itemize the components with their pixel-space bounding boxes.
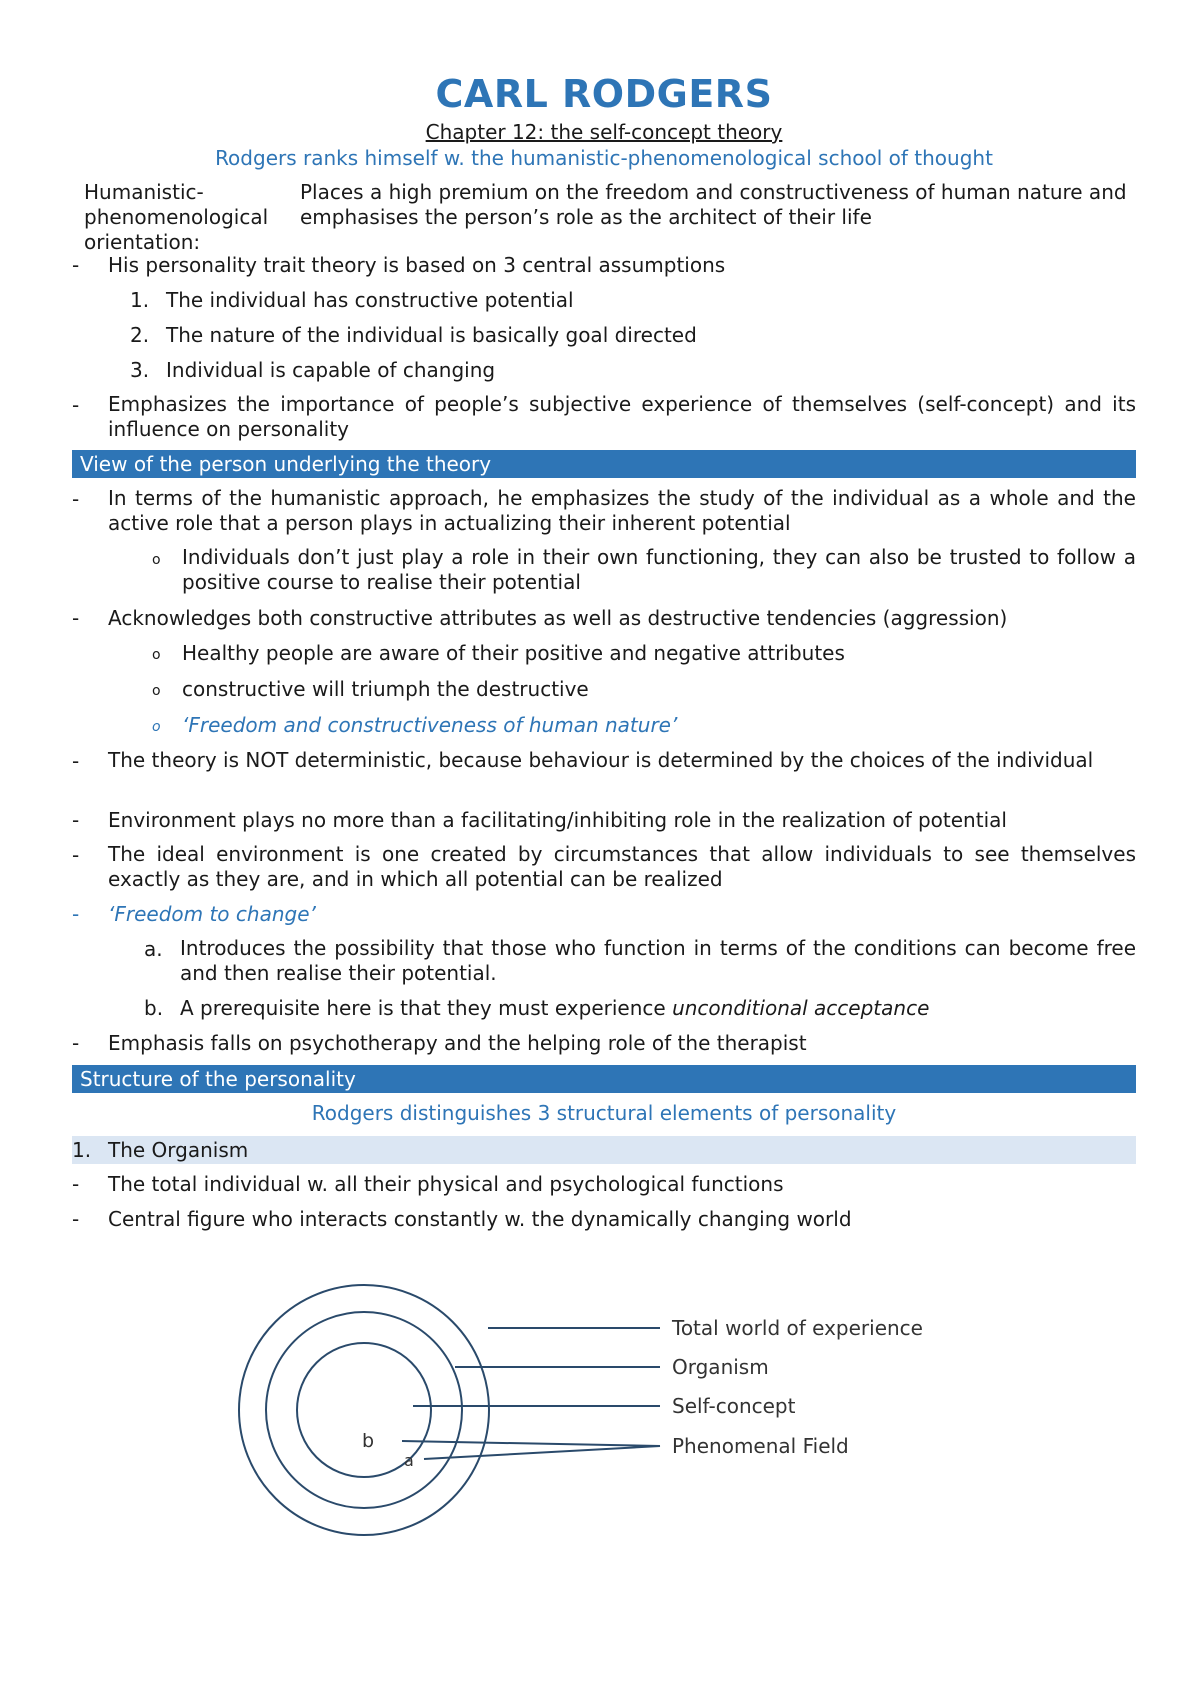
bullet-dash: - [72,749,80,773]
bullet-text: The total individual w. all their physical and psychological functions [108,1172,784,1196]
section-heading-text: View of the person underlying the theory [80,452,492,476]
bullet-text: Emphasizes the importance of people’s subjective experience of themselves (self-concept) and its influence on personality [108,392,1136,441]
diagram-label-phenomenal-field: Phenomenal Field [672,1434,849,1458]
sub-bullet-text: constructive will triumph the destructive [182,677,589,701]
list-text-italic: unconditional acceptance [672,996,930,1020]
section-intro: Rodgers distinguishes 3 structural elements of personality [311,1101,897,1125]
chapter-subtitle: Chapter 12: the self-concept theory [425,120,783,144]
list-letter: b. [144,996,164,1020]
bullet-text: In terms of the humanistic approach, he emphasizes the study of the individual as a whole and the active role that a person plays in actualizing their inherent potential [108,486,1136,535]
subsection-number: 1. [72,1138,92,1162]
diagram-label-self-concept: Self-concept [672,1394,796,1418]
list-text: Introduces the possibility that those who function in terms of the conditions can become free and then realise their potential. [180,936,1136,985]
middle-circle [266,1312,462,1508]
diagram-label-organism: Organism [672,1355,769,1379]
page-title: CARL RODGERS [435,72,773,116]
diagram-label-total: Total world of experience [672,1316,923,1340]
list-text: The individual has constructive potential [166,288,574,312]
list-number: 3. [130,358,150,382]
circle-bullet: o [152,719,161,735]
bullet-dash: - [72,1207,80,1231]
outer-circle [239,1285,489,1535]
bullet-dash: - [72,902,80,926]
bullet-text: The ideal environment is one created by circumstances that allow individuals to see themselves exactly as they are, and in which all potential can be realized [108,842,1136,891]
tagline: Rodgers ranks himself w. the humanistic-phenomenological school of thought [215,146,993,170]
bullet-text: Acknowledges both constructive attributes as well as destructive tendencies (aggression) [108,606,1008,630]
bullet-text: The theory is NOT deterministic, because behaviour is determined by the choices of the individual [108,748,1094,772]
bullet-text: ‘Freedom to change’ [108,902,316,926]
bullet-text: Central figure who interacts constantly w. the dynamically changing world [108,1207,852,1231]
subsection-title: The Organism [108,1138,249,1162]
sub-bullet-text: Healthy people are aware of their positive and negative attributes [182,641,845,665]
list-letter: a. [144,937,163,961]
list-text: The nature of the individual is basically goal directed [166,323,697,347]
diagram-point-b: b [362,1430,375,1452]
circle-bullet: o [152,683,161,699]
bullet-dash: - [72,1031,80,1055]
circle-bullet: o [152,552,161,568]
bullet-text: Environment plays no more than a facilitating/inhibiting role in the realization of potential [108,808,1007,832]
bullet-dash: - [72,606,80,630]
bullet-dash: - [72,253,80,277]
section-heading-text: Structure of the personality [80,1067,356,1091]
leader-line-field-a [424,1446,660,1459]
bullet-dash: - [72,808,80,832]
definition-text: Places a high premium on the freedom and constructiveness of human nature and emphasises the person’s role as the architect of their life [300,180,1127,229]
bullet-text: Emphasis falls on psychotherapy and the helping role of the therapist [108,1031,807,1055]
sub-bullet-text: ‘Freedom and constructiveness of human nature’ [182,713,678,737]
bullet-dash: - [72,843,80,867]
diagram-point-a: a [404,1451,414,1470]
bullet-text: His personality trait theory is based on 3 central assumptions [108,253,726,277]
list-text: Individual is capable of changing [166,358,496,382]
definition-term: Humanistic-phenomenological orientation: [84,180,269,254]
bullet-dash: - [72,393,80,417]
leader-line-field-b [402,1441,660,1446]
list-number: 2. [130,323,150,347]
bullet-dash: - [72,487,80,511]
list-number: 1. [130,288,150,312]
circle-bullet: o [152,647,161,663]
list-text-plain: A prerequisite here is that they must experience [180,996,673,1020]
sub-bullet-text: Individuals don’t just play a role in their own functioning, they can also be trusted to follow a positive course to realise their potential [182,545,1136,594]
bullet-dash: - [72,1172,80,1196]
